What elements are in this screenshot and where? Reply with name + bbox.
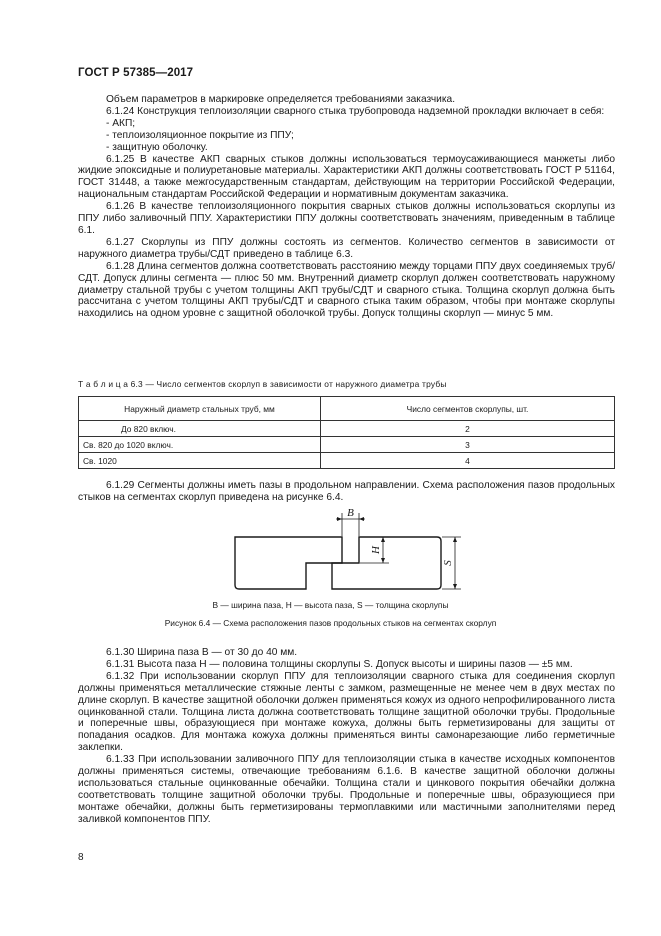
text-block-1 [78,94,615,320]
table-cell-segments: 4 [321,453,615,469]
table-cell-segments: 2 [321,421,615,437]
table-header-diameter: Наружный диаметр стальных труб, мм [79,397,321,421]
table-cell-diameter: До 820 включ. [79,421,321,437]
segments-table [78,396,615,469]
page-number: 8 [78,852,84,863]
paragraph: - теплоизоляционное покрытие из ППУ; [106,129,294,141]
paragraph: - защитную оболочку. [106,141,208,153]
text-block-2 [78,480,615,504]
left-segment-outline [235,537,342,589]
paragraph: 6.1.30 Ширина паза B — от 30 до 40 мм. [106,647,298,658]
paragraph: 6.1.24 Конструкция теплоизоляции сварного стыка трубопровода надземной прокладки включает в себя: [106,105,605,117]
paragraph: Объем параметров в маркировке определяется требованиями заказчика. [106,94,456,105]
table-row [79,421,615,437]
paragraph: 6.1.26 В качестве теплоизоляционного покрытия сварных стыков должны использоваться скорлупы из ППУ либо заливочный ППУ. Характеристики ППУ должны соответствовать значениям, приведенным в таблице 6.1. [78,201,615,236]
table-row [79,453,615,469]
text-block-3 [78,647,615,826]
document-code-header: ГОСТ Р 57385—2017 [78,67,194,79]
table-header-row [79,397,615,421]
label-h: H [370,546,382,554]
paragraph: - АКП; [106,117,136,129]
paragraph: 6.1.27 Скорлупы из ППУ должны состоять из сегментов. Количество сегментов в зависимости от наружного диаметра трубы/СДТ приведено в таблице 6.3. [78,236,615,260]
groove-scheme-figure [215,505,465,597]
figure-legend: B — ширина паза, H — высота паза, S — толщина скорлупы [212,600,449,610]
table-row [79,437,615,453]
paragraph: 6.1.33 При использовании заливочного ППУ для теплоизоляции стыка в качестве исходных компонентов должны применяться системы, отвечающие требованиям 6.1.6. В качестве защитной оболочки должны использоваться стальные оцинкованные обечайки. Толщина стали и цинкового покрытия обечайки должна соответствовать толщине защитной оболочки трубы. Продольные и поперечные швы, образующиеся при монтаже обечайки, должны быть герметизированы термоплавкими или мастичными заполнителями перед заливкой компонентов ППУ. [78,754,615,825]
table-caption: Т а б л и ц а 6.3 — Число сегментов скорлуп в зависимости от наружного диаметра трубы [78,379,447,389]
paragraph: 6.1.32 При использовании скорлуп ППУ для теплоизоляции сварного стыка для соединения скорлуп должны применяться металлические стяжные ленты с замком, размещенные не менее чем в двух местах по длине скорлуп. В качестве защитной оболочки должен применяться кожух из одного непрофилированного листа оцинкованной стали. Толщина листа должна соответствовать толщине защитной оболочки трубы. Продольные и поперечные швы, образующиеся при монтаже кожуха, должны быть герметизированы для защиты от попадания осадков. Для монтажа кожуха должны применяться винты самонарезающие либо герметичные заклепки. [78,670,615,754]
figure-caption: Рисунок 6.4 — Схема расположения пазов продольных стыков на сегментах скорлуп [164,618,497,628]
table-cell-diameter: Св. 1020 [79,453,321,469]
paragraph: 6.1.28 Длина сегментов должна соответствовать расстоянию между торцами ППУ двух соединяемых труб/СДТ. Допуск длины сегмента — плюс 50 мм. Внутренний диаметр скорлуп должен соответствовать наружному диаметру стальной трубы с учетом толщины АКП трубы/СДТ и сварного стыка. Толщина скорлуп должна быть рассчитана с учетом толщины АКП трубы/СДТ и сварного стыка таким образом, чтобы при монтаже скорлупы находились на одном уровне с защитной оболочкой трубы. Допуск толщины скорлуп — минус 5 мм. [78,260,615,320]
paragraph: 6.1.25 В качестве АКП сварных стыков должны использоваться термоусаживающиеся манжеты либо жидкие эпоксидные и полиуретановые материалы. Характеристики АКП должны соответствовать ГОСТ Р 51164, ГОСТ 31448, а также межгосударственным стандартам, действующим на территории Российской Федерации, национальным стандартам Российской Федерации и нормативным документам заказчика. [78,153,615,201]
table-cell-segments: 3 [321,437,615,453]
label-s: S [442,560,454,566]
paragraph: 6.1.31 Высота паза H — половина толщины скорлупы S. Допуск высоты и ширины пазов — ±5 мм. [106,658,573,670]
table-header-segments: Число сегментов скорлупы, шт. [321,397,615,421]
label-b: B [347,507,354,519]
table-cell-diameter: Св. 820 до 1020 включ. [79,437,321,453]
paragraph: 6.1.29 Сегменты должны иметь пазы в продольном направлении. Схема расположения пазов продольных стыков на сегментах скорлуп приведена на рисунке 6.4. [78,480,615,503]
